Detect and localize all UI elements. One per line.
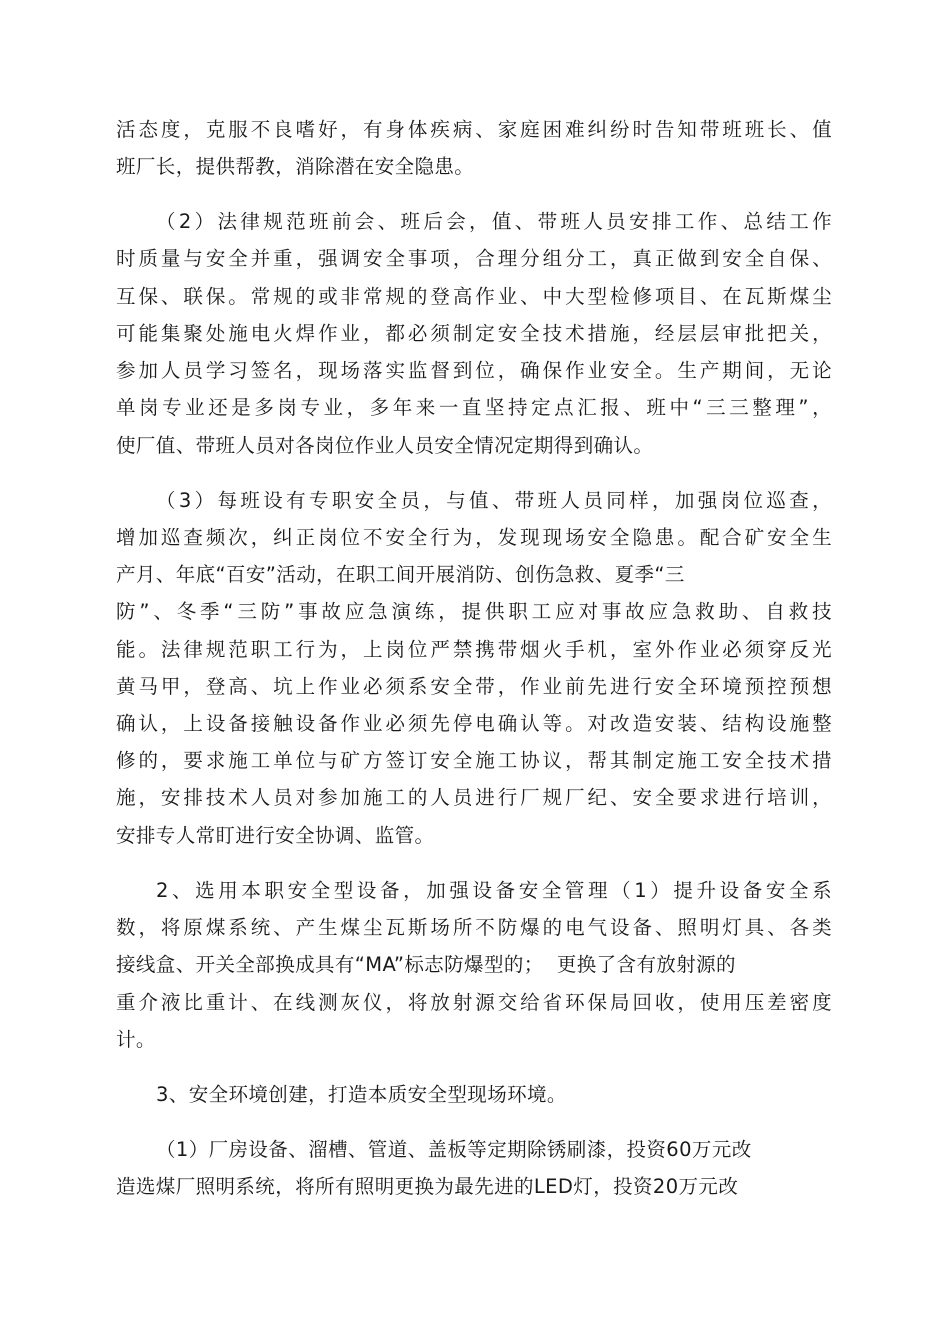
text-line: 2、选用本职安全型设备，加强设备安全管理（1）提升设备安全系 xyxy=(156,879,832,902)
text-line: 使厂值、带班人员对各岗位作业人员安全情况定期得到确认。 xyxy=(116,434,654,457)
text-line: 防”、冬季“三防”事故应急演练，提供职工应对事故应急救助、自救技 xyxy=(116,600,832,623)
text-line: （3）每班设有专职安全员，与值、带班人员同样，加强岗位巡查， xyxy=(156,489,832,512)
text-line: 互保、联保。常规的或非常规的登高作业、中大型检修项目、在瓦斯煤尘 xyxy=(116,285,832,308)
text-line: 确认，上设备接触设备作业必须先停电确认等。对改造安装、结构设施整 xyxy=(116,712,832,735)
text-line: （2）法律规范班前会、班后会，值、带班人员安排工作、总结工作 xyxy=(156,210,832,233)
text-line: 产月、年底“百安”活动，在职工间开展消防、创伤急救、夏季“三 xyxy=(116,563,685,586)
text-line: 单岗专业还是多岗专业，多年来一直坚持定点汇报、班中“三三整理”， xyxy=(116,396,832,419)
text-line: （1）厂房设备、溜槽、管道、盖板等定期除锈刷漆，投资60万元改 xyxy=(156,1138,752,1161)
text-line: 参加人员学习签名，现场落实监督到位，确保作业安全。生产期间，无论 xyxy=(116,359,832,382)
text-line: 班厂长，提供帮教，消除潜在安全隐患。 xyxy=(116,155,475,178)
text-line: 黄马甲，登高、坑上作业必须系安全带，作业前先进行安全环境预控预想 xyxy=(116,675,832,698)
text-line: 活态度，克服不良嗜好，有身体疾病、家庭困难纠纷时告知带班班长、值 xyxy=(116,118,832,141)
text-line: 计。 xyxy=(116,1028,156,1051)
text-line: 增加巡查频次，纠正岗位不安全行为，发现现场安全隐患。配合矿安全生 xyxy=(116,526,832,549)
text-line: 接线盒、开关全部换成具有“MA”标志防爆型的； 更换了含有放射源的 xyxy=(116,953,736,976)
text-line: 造选煤厂照明系统，将所有照明更换为最先进的LED灯，投资20万元改 xyxy=(116,1175,739,1198)
text-line: 施，安排技术人员对参加施工的人员进行厂规厂纪、安全要求进行培训， xyxy=(116,786,832,809)
text-line: 修的，要求施工单位与矿方签订安全施工协议，帮其制定施工安全技术措 xyxy=(116,749,832,772)
text-line: 数，将原煤系统、产生煤尘瓦斯场所不防爆的电气设备、照明灯具、各类 xyxy=(116,916,832,939)
text-line: 重介液比重计、在线测灰仪，将放射源交给省环保局回收，使用压差密度 xyxy=(116,991,832,1014)
text-line: 能。法律规范职工行为，上岗位严禁携带烟火手机，室外作业必须穿反光 xyxy=(116,638,832,661)
text-line: 时质量与安全并重，强调安全事项，合理分组分工，真正做到安全自保、 xyxy=(116,247,832,270)
text-line: 3、安全环境创建，打造本质安全型现场环境。 xyxy=(156,1083,567,1106)
text-line: 可能集聚处施电火焊作业，都必须制定安全技术措施，经层层审批把关， xyxy=(116,322,832,345)
text-line: 安排专人常盯进行安全协调、监管。 xyxy=(116,824,435,847)
